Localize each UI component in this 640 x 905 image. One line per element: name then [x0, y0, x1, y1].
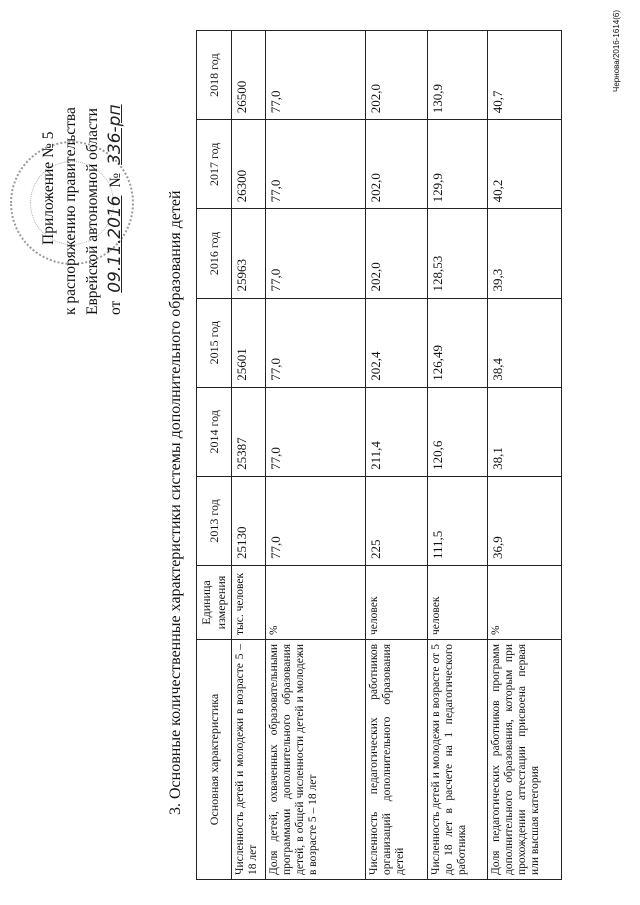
cell-value: 77,0 — [266, 209, 366, 298]
header-unit: Единица измерения — [197, 566, 232, 640]
row-characteristic: Доля детей, охваченных образовательными программами дополнительного образования детей, в общей численности детей и молодежи в возрасте 5 – 18 лет — [266, 640, 366, 880]
cell-value: 77,0 — [266, 120, 366, 209]
cell-value: 25387 — [232, 387, 266, 476]
cell-value: 202,4 — [366, 298, 428, 387]
table-row — [366, 31, 428, 880]
table-row — [266, 31, 366, 880]
table-row — [428, 31, 488, 880]
handwritten-number: 336-рп — [105, 104, 125, 165]
row-unit: % — [488, 566, 562, 640]
cell-value: 111,5 — [428, 476, 488, 565]
cell-value: 126,49 — [428, 298, 488, 387]
annex-line-1: к распоряжению правительства — [62, 107, 79, 315]
cell-value: 39,3 — [488, 209, 562, 298]
number-prefix: № — [107, 172, 124, 188]
cell-value: 202,0 — [366, 120, 428, 209]
cell-value: 38,1 — [488, 387, 562, 476]
cell-value: 25130 — [232, 476, 266, 565]
row-unit: тыс. человек — [232, 566, 266, 640]
row-unit: человек — [428, 566, 488, 640]
cell-value: 120,6 — [428, 387, 488, 476]
cell-value: 25601 — [232, 298, 266, 387]
cell-value: 128,53 — [428, 209, 488, 298]
cell-value: 36,9 — [488, 476, 562, 565]
header-year-2015: 2015 год — [197, 298, 232, 387]
cell-value: 129,9 — [428, 120, 488, 209]
annex-line-2: Еврейской автономной области — [84, 108, 101, 315]
handwritten-date: 09.11.2016 — [105, 195, 125, 293]
annex-title: Приложение № 5 — [40, 131, 57, 245]
cell-value: 77,0 — [266, 476, 366, 565]
header-characteristic: Основная характеристика — [197, 640, 232, 880]
cell-value: 77,0 — [266, 31, 366, 120]
cell-value: 202,0 — [366, 209, 428, 298]
row-characteristic: Численность детей и молодежи в возрасте 5 – 18 лет — [232, 640, 266, 880]
cell-value: 77,0 — [266, 387, 366, 476]
cell-value: 26500 — [232, 31, 266, 120]
cell-value: 130,9 — [428, 31, 488, 120]
cell-value: 40,7 — [488, 31, 562, 120]
table-row — [488, 31, 562, 880]
cell-value: 202,0 — [366, 31, 428, 120]
section-title: 3. Основные количественные характеристики системы дополнительного образования детей — [167, 190, 184, 815]
cell-value: 211,4 — [366, 387, 428, 476]
row-unit: человек — [366, 566, 428, 640]
date-prefix: от — [107, 300, 124, 315]
annex-date-line — [104, 15, 127, 315]
header-year-2018: 2018 год — [197, 31, 232, 120]
header-year-2017: 2017 год — [197, 120, 232, 209]
cell-value: 225 — [366, 476, 428, 565]
annex-block — [38, 15, 127, 315]
cell-value: 26300 — [232, 120, 266, 209]
cell-value: 38,4 — [488, 298, 562, 387]
cell-value: 25963 — [232, 209, 266, 298]
header-year-2013: 2013 год — [197, 476, 232, 565]
table-row — [232, 31, 266, 880]
row-characteristic: Численность педагогических работников организаций дополнительного образования детей — [366, 640, 428, 880]
header-year-2014: 2014 год — [197, 387, 232, 476]
row-unit: % — [266, 566, 366, 640]
row-characteristic: Численность детей и молодежи в возрасте от 5 до 18 лет в расчете на 1 педагогического работника — [428, 640, 488, 880]
row-characteristic: Доля педагогических работников программ дополнительного образования, которым при прохождении аттестации присвоена первая или высшая категория — [488, 640, 562, 880]
header-year-2016: 2016 год — [197, 209, 232, 298]
characteristics-table — [196, 30, 562, 880]
document-footer-code: Чернова/2016-1614(6) — [612, 10, 621, 92]
cell-value: 40,2 — [488, 120, 562, 209]
table-header-row — [197, 31, 232, 880]
cell-value: 77,0 — [266, 298, 366, 387]
